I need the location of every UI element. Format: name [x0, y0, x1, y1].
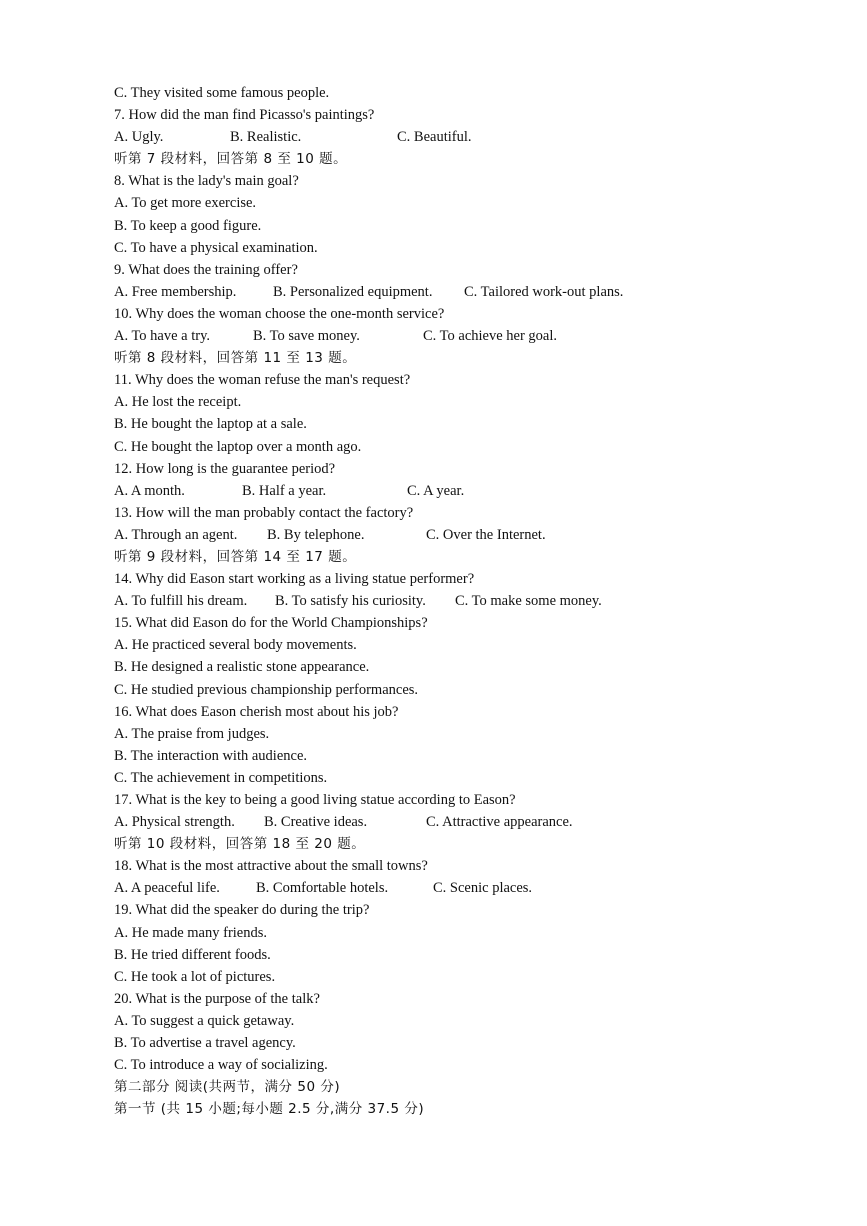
section-heading: 第二部分 阅读(共两节，满分 50 分) — [114, 1079, 341, 1096]
option-row — [114, 524, 834, 546]
option-b: B. Realistic. — [230, 129, 302, 146]
text-line: C. To have a physical examination. — [114, 239, 318, 256]
text-line: A. He made many friends. — [114, 924, 268, 941]
text-line: C. He took a lot of pictures. — [114, 968, 276, 985]
option-row — [114, 811, 834, 833]
text-line: 14. Why did Eason start working as a living statue performer? — [114, 571, 475, 588]
option-b: B. By telephone. — [267, 526, 365, 543]
text-line: A. To get more exercise. — [114, 195, 257, 212]
text-line: A. To suggest a quick getaway. — [114, 1012, 295, 1029]
text-line: 7. How did the man find Picasso's paintings? — [114, 107, 375, 124]
text-line: 20. What is the purpose of the talk? — [114, 990, 320, 1007]
text-line: 8. What is the lady's main goal? — [114, 173, 299, 190]
option-c: C. Attractive appearance. — [426, 814, 573, 831]
text-line: C. He bought the laptop over a month ago. — [114, 438, 362, 455]
text-line: C. To introduce a way of socializing. — [114, 1057, 328, 1074]
option-row — [114, 877, 834, 899]
text-line: 10. Why does the woman choose the one-month service? — [114, 305, 445, 322]
text-line: C. The achievement in competitions. — [114, 769, 328, 786]
option-b: B. To satisfy his curiosity. — [275, 593, 426, 610]
text-line: 13. How will the man probably contact the factory? — [114, 504, 414, 521]
text-line: 18. What is the most attractive about the small towns? — [114, 858, 428, 875]
option-a: A. Ugly. — [114, 129, 164, 146]
text-line: B. He designed a realistic stone appearance. — [114, 659, 370, 676]
text-line: C. They visited some famous people. — [114, 85, 330, 101]
option-b: B. Creative ideas. — [264, 814, 368, 831]
section-heading: 听第 9 段材料，回答第 14 至 17 题。 — [114, 548, 357, 565]
text-line: A. He practiced several body movements. — [114, 637, 357, 654]
text-line: 15. What did Eason do for the World Championships? — [114, 615, 428, 632]
option-b: B. To save money. — [253, 328, 360, 345]
option-a: A. To have a try. — [114, 328, 211, 345]
option-c: C. Over the Internet. — [426, 526, 546, 543]
text-line: 12. How long is the guarantee period? — [114, 460, 336, 477]
text-line: A. The praise from judges. — [114, 725, 270, 742]
text-line: C. He studied previous championship performances. — [114, 681, 419, 698]
section-heading: 听第 10 段材料，回答第 18 至 20 题。 — [114, 836, 366, 853]
text-line: 17. What is the key to being a good living statue according to Eason? — [114, 792, 516, 808]
text-line: B. To advertise a travel agency. — [114, 1035, 296, 1052]
option-a: A. Free membership. — [114, 283, 237, 300]
option-b: B. Personalized equipment. — [273, 283, 433, 300]
option-c: C. Beautiful. — [397, 129, 472, 146]
option-a: A. To fulfill his dream. — [114, 593, 248, 610]
section-heading: 听第 8 段材料，回答第 11 至 13 题。 — [114, 350, 357, 367]
option-row — [114, 480, 834, 502]
option-row — [114, 590, 834, 612]
option-a: A. A peaceful life. — [114, 880, 220, 897]
option-c: C. To achieve her goal. — [423, 328, 558, 345]
text-line: B. He tried different foods. — [114, 946, 271, 963]
option-c: C. To make some money. — [455, 593, 602, 610]
option-a: A. A month. — [114, 482, 185, 499]
text-line: A. He lost the receipt. — [114, 394, 242, 411]
text-line: 19. What did the speaker do during the trip? — [114, 902, 370, 919]
option-a: A. Through an agent. — [114, 526, 238, 543]
text-line: B. The interaction with audience. — [114, 747, 308, 764]
text-line: B. To keep a good figure. — [114, 217, 262, 234]
option-row — [114, 325, 834, 347]
option-c: C. A year. — [407, 482, 465, 499]
option-row — [114, 281, 834, 303]
option-a: A. Physical strength. — [114, 814, 235, 831]
document-body — [114, 82, 834, 1120]
option-c: C. Tailored work-out plans. — [464, 283, 624, 300]
text-line: 9. What does the training offer? — [114, 261, 298, 278]
option-b: B. Half a year. — [242, 482, 327, 499]
option-b: B. Comfortable hotels. — [256, 880, 389, 897]
text-line: 11. Why does the woman refuse the man's request? — [114, 372, 411, 389]
text-line: 16. What does Eason cherish most about his job? — [114, 703, 399, 720]
section-heading: 第一节 (共 15 小题;每小题 2.5 分,满分 37.5 分) — [114, 1101, 425, 1118]
section-heading: 听第 7 段材料，回答第 8 至 10 题。 — [114, 151, 348, 168]
option-c: C. Scenic places. — [433, 880, 533, 897]
text-line: B. He bought the laptop at a sale. — [114, 416, 307, 433]
option-row — [114, 126, 834, 148]
